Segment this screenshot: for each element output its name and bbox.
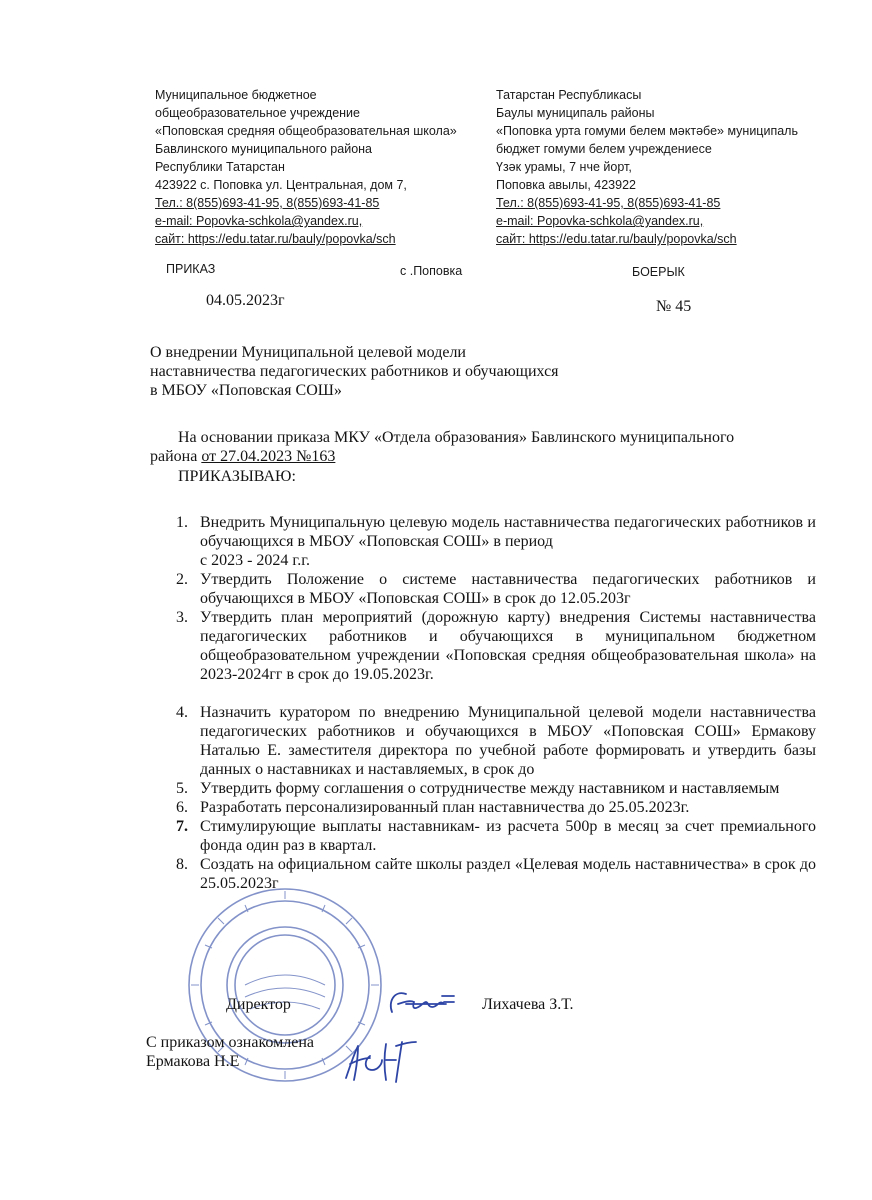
- director-title: Директор: [226, 996, 291, 1013]
- order-item: [176, 513, 816, 570]
- order-item: [176, 608, 816, 684]
- header-left: [155, 86, 457, 248]
- order-item: [176, 570, 816, 608]
- header-left-email-link[interactable]: e-mail: Popovka-schkola@yandex.ru,: [155, 214, 363, 228]
- header-right-line: «Поповка урта гомуми белем мәктәбе» муниципаль: [496, 124, 798, 138]
- document-title: [150, 343, 559, 400]
- header-right-site-link[interactable]: сайт: https://edu.tatar.ru/bauly/popovka/sch: [496, 232, 737, 246]
- acquainted-name: Ермакова Н.Е: [146, 1053, 240, 1070]
- order-heading: ПРИКАЗЫВАЮ:: [178, 468, 296, 485]
- header-right-line: Поповка авылы, 423922: [496, 178, 636, 192]
- header-left-line: общеобразовательное учреждение: [155, 106, 360, 120]
- order-text: Создать на официальном сайте школы раздел «Целевая модель наставничества» в срок до 25.05.2023г: [200, 856, 816, 892]
- order-item: [176, 817, 816, 855]
- header-left-line: Республики Татарстан: [155, 160, 285, 174]
- doc-type-ru: ПРИКАЗ: [166, 262, 216, 276]
- doc-number: № 45: [656, 298, 692, 315]
- doc-type-tt: БОЕРЫК: [632, 265, 685, 279]
- basis-line-2: [150, 447, 790, 466]
- title-line: О внедрении Муниципальной целевой модели: [150, 344, 466, 361]
- basis-paragraph: [150, 428, 790, 466]
- order-text: Стимулирующие выплаты наставникам- из расчета 500р в месяц за счет премиального фонда один раз в квартал.: [200, 818, 816, 854]
- header-right-line: Баулы муниципаль районы: [496, 106, 655, 120]
- order-text: Утвердить Положение о системе наставничества педагогических работников и обучающихся в МБОУ «Поповская СОШ» в срок до 12.05.203г: [200, 571, 816, 607]
- order-item: [176, 779, 816, 798]
- order-number: 1.: [176, 514, 188, 531]
- basis-reference: от 27.04.2023 №163: [201, 448, 336, 465]
- title-line: в МБОУ «Поповская СОШ»: [150, 382, 342, 399]
- director-name: Лихачева З.Т.: [482, 996, 574, 1013]
- header-left-line: «Поповская средняя общеобразовательная школа»: [155, 124, 457, 138]
- header-right-email-link[interactable]: e-mail: Popovka-schkola@yandex.ru,: [496, 214, 704, 228]
- header-left-phone: Тел.: 8(855)693-41-95, 8(855)693-41-85: [155, 196, 380, 210]
- header-left-line: Муниципальное бюджетное: [155, 88, 317, 102]
- order-text: Назначить куратором по внедрению Муниципальной целевой модели наставничества педагогических работников и обучающихся в МБОУ «Поповская СОШ» Ермакову Наталью Е. заместителя директора по учебной работе формировать и утвердить базы данных о наставниках и наставляемых, в срок до: [200, 704, 816, 778]
- header-left-site-link[interactable]: сайт: https://edu.tatar.ru/bauly/popovka/sch: [155, 232, 396, 246]
- basis-prefix: района: [150, 448, 202, 465]
- header-right-phone: Тел.: 8(855)693-41-95, 8(855)693-41-85: [496, 196, 721, 210]
- title-line: наставничества педагогических работников и обучающихся: [150, 363, 559, 380]
- doc-place: с .Поповка: [400, 264, 463, 278]
- basis-line-1: На основании приказа МКУ «Отдела образования» Бавлинского муниципального: [178, 429, 735, 446]
- order-number: 2.: [176, 571, 188, 588]
- order-number: 7.: [176, 818, 188, 835]
- order-number: 5.: [176, 780, 188, 797]
- order-text: Утвердить план мероприятий (дорожную карту) внедрения Системы наставничества педагогических работников и обучающихся в муниципальном бюджетном общеобразовательном учреждении «Поповская средняя общеобразовательная школа» на 2023-2024гг в срок до 19.05.2023г.: [200, 609, 816, 683]
- orders-list: [176, 513, 816, 893]
- acquainted-signature-icon: [340, 1036, 430, 1086]
- order-text: Разработать персонализированный план наставничества до 25.05.2023г.: [200, 799, 690, 816]
- order-text: Внедрить Муниципальную целевую модель наставничества педагогических работников и обучающихся в МБОУ «Поповская СОШ» в период с 2023 - 2024 г.г.: [200, 514, 816, 569]
- order-number: 6.: [176, 799, 188, 816]
- order-number: 8.: [176, 856, 188, 873]
- header-right-line: бюджет гомуми белем учреждениесе: [496, 142, 712, 156]
- order-number: 4.: [176, 704, 188, 721]
- order-item: [176, 703, 816, 779]
- director-signature-icon: [384, 982, 464, 1022]
- order-item: [176, 798, 816, 817]
- header-right-line: Үзәк урамы, 7 нче йорт,: [496, 160, 632, 174]
- order-text: Утвердить форму соглашения о сотрудничестве между наставником и наставляемым: [200, 780, 780, 797]
- header-right-line: Татарстан Республикасы: [496, 88, 642, 102]
- doc-date: 04.05.2023г: [206, 292, 285, 309]
- header-left-line: 423922 с. Поповка ул. Центральная, дом 7,: [155, 178, 407, 192]
- header-right: [496, 86, 798, 248]
- acquainted-label: С приказом ознакомлена: [146, 1034, 314, 1051]
- header-left-line: Бавлинского муниципального района: [155, 142, 373, 156]
- order-number: 3.: [176, 609, 188, 626]
